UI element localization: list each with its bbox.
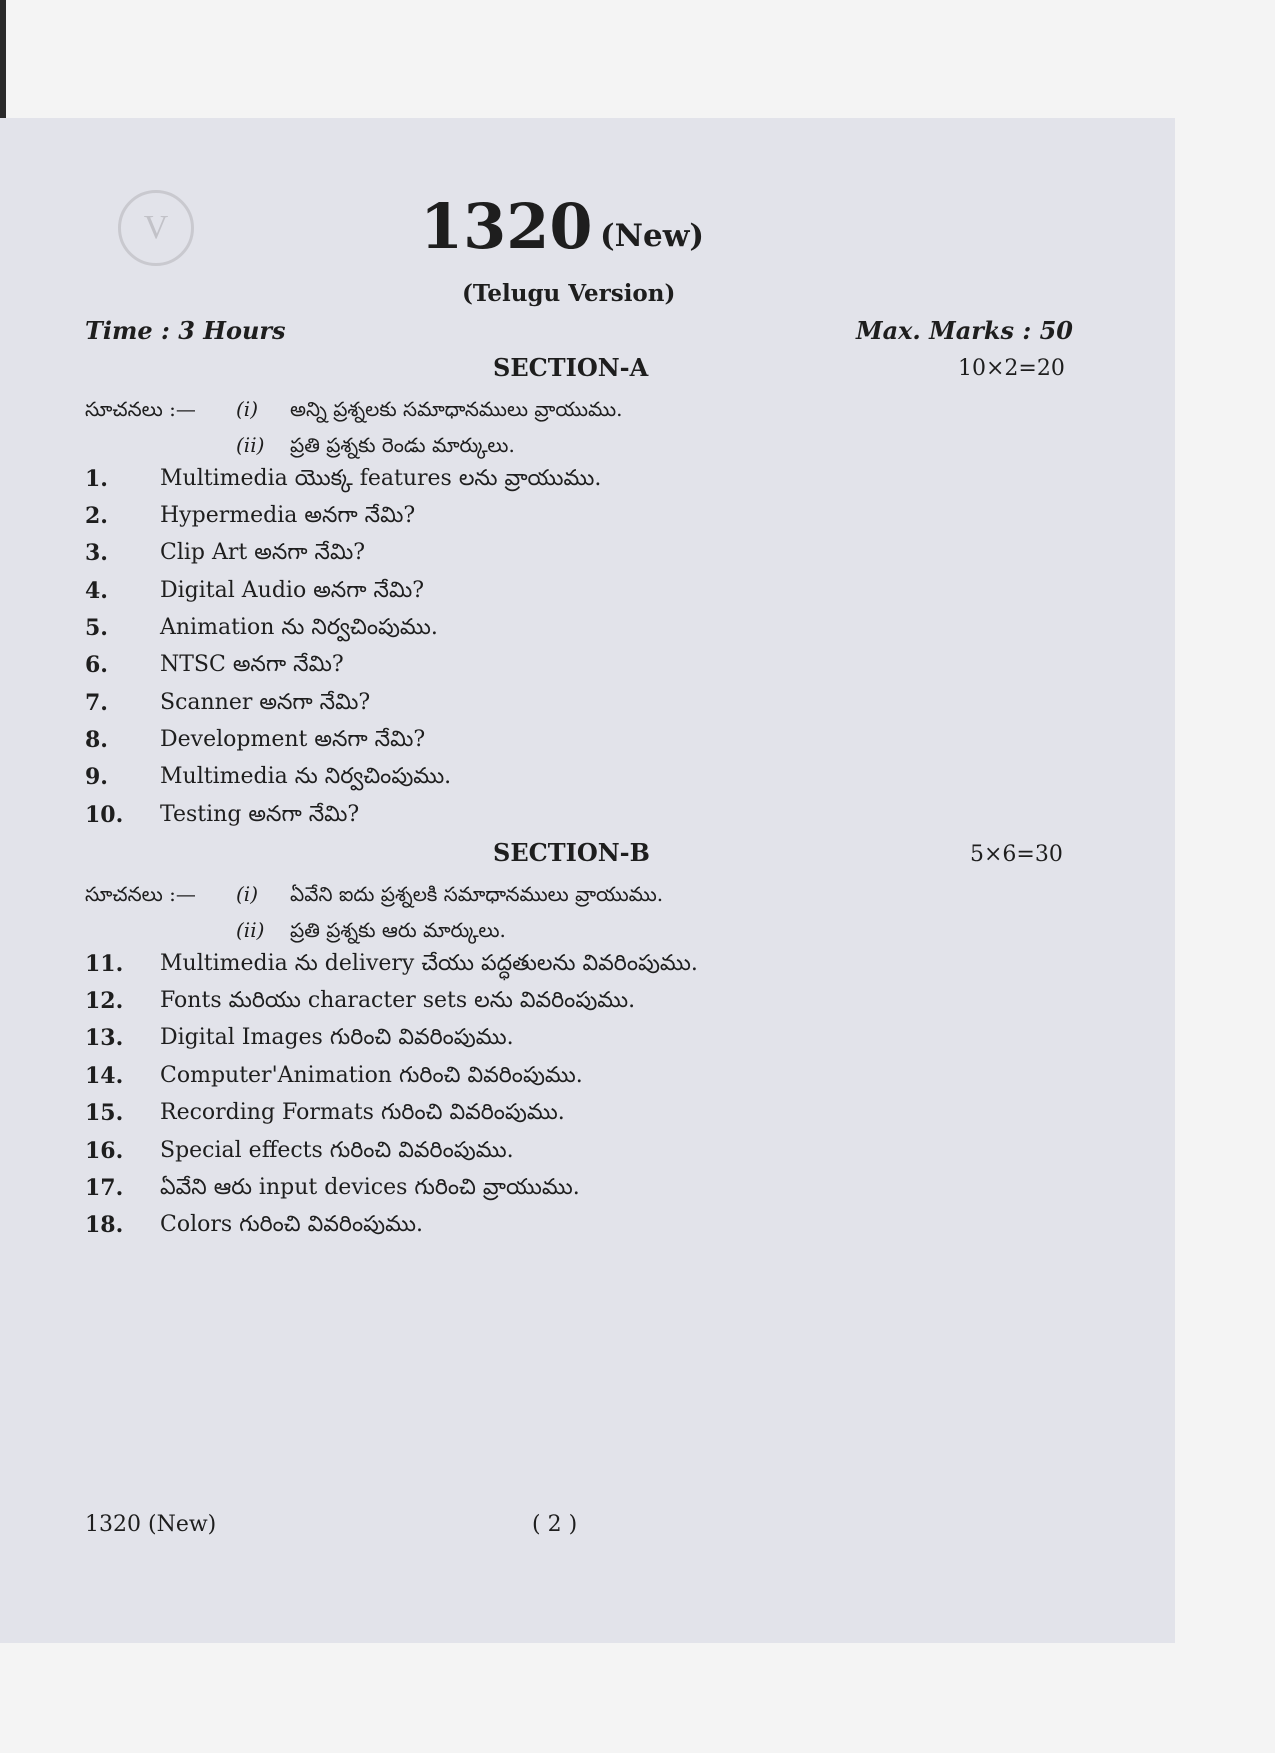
time-label: Time : 3 Hours xyxy=(85,316,286,345)
question-text: ఏవేని ఆరు input devices గురించి వ్రాయుము. xyxy=(160,1175,580,1200)
version-label: (Telugu Version) xyxy=(462,280,676,307)
question-number: 16. xyxy=(85,1138,124,1164)
question-number: 5. xyxy=(85,615,108,641)
section-b-marks: 5×6=30 xyxy=(970,842,1063,867)
section-b-instruction-num: (ii) xyxy=(236,918,265,942)
question-text: Animation ను నిర్వచింపుము. xyxy=(160,615,438,640)
question-text: Multimedia యొక్క features లను వ్రాయుము. xyxy=(160,466,602,491)
exam-page xyxy=(0,118,1175,1643)
question-number: 8. xyxy=(85,727,108,753)
question-number: 6. xyxy=(85,652,108,678)
question-text: Multimedia ను నిర్వచింపుము. xyxy=(160,764,452,789)
question-text: Clip Art అనగా నేమి? xyxy=(160,540,366,565)
section-a-instruction-prefix: సూచనలు :— xyxy=(85,397,196,421)
footer-paper-code: 1320 (New) xyxy=(85,1512,217,1537)
question-text: Colors గురించి వివరింపుము. xyxy=(160,1212,423,1237)
question-number: 14. xyxy=(85,1063,124,1089)
question-number: 10. xyxy=(85,802,124,828)
question-number: 3. xyxy=(85,540,108,566)
section-a-instruction-num: (i) xyxy=(236,397,259,421)
section-a-instruction-text: అన్ని ప్రశ్నలకు సమాధానములు వ్రాయుము. xyxy=(290,397,623,421)
question-text: Hypermedia అనగా నేమి? xyxy=(160,503,416,528)
question-number: 17. xyxy=(85,1175,124,1201)
section-a-instruction-num: (ii) xyxy=(236,433,265,457)
section-b-instruction-text: ప్రతి ప్రశ్నకు ఆరు మార్కులు. xyxy=(290,918,506,942)
question-number: 2. xyxy=(85,503,108,529)
max-marks-label: Max. Marks : 50 xyxy=(856,316,1074,345)
section-a-title: SECTION-A xyxy=(493,353,649,382)
page-number: ( 2 ) xyxy=(532,1512,578,1537)
section-a-instruction-text: ప్రతి ప్రశ్నకు రెండు మార్కులు. xyxy=(290,433,515,457)
question-number: 18. xyxy=(85,1212,124,1238)
seal-stamp: V xyxy=(118,190,194,266)
question-text: Special effects గురించి వివరింపుము. xyxy=(160,1138,514,1163)
section-a-marks: 10×2=20 xyxy=(958,356,1065,381)
question-text: Multimedia ను delivery చేయు పద్ధతులను వివరింపుము. xyxy=(160,951,698,976)
question-number: 4. xyxy=(85,578,108,604)
question-text: Digital Audio అనగా నేమి? xyxy=(160,578,425,603)
section-b-instruction-prefix: సూచనలు :— xyxy=(85,882,196,906)
question-text: Digital Images గురించి వివరింపుము. xyxy=(160,1025,514,1050)
question-number: 13. xyxy=(85,1025,124,1051)
question-text: Computer'Animation గురించి వివరింపుము. xyxy=(160,1063,583,1088)
question-number: 1. xyxy=(85,466,108,492)
scan-edge xyxy=(0,0,6,120)
section-b-instruction-num: (i) xyxy=(236,882,259,906)
question-text: Development అనగా నేమి? xyxy=(160,727,426,752)
question-text: Scanner అనగా నేమి? xyxy=(160,690,371,715)
question-number: 15. xyxy=(85,1100,124,1126)
question-text: Testing అనగా నేమి? xyxy=(160,802,360,827)
question-text: Recording Formats గురించి వివరింపుము. xyxy=(160,1100,565,1125)
section-b-instruction-text: ఏవేని ఐదు ప్రశ్నలకి సమాధానములు వ్రాయుము. xyxy=(290,882,664,906)
question-number: 11. xyxy=(85,951,124,977)
question-number: 7. xyxy=(85,690,108,716)
question-number: 9. xyxy=(85,764,108,790)
question-text: NTSC అనగా నేమి? xyxy=(160,652,344,677)
section-b-title: SECTION-B xyxy=(493,838,650,867)
paper-code: 1320 xyxy=(420,190,593,263)
question-number: 12. xyxy=(85,988,124,1014)
paper-code-suffix: (New) xyxy=(600,218,705,254)
question-text: Fonts మరియు character sets లను వివరింపుము. xyxy=(160,988,636,1013)
